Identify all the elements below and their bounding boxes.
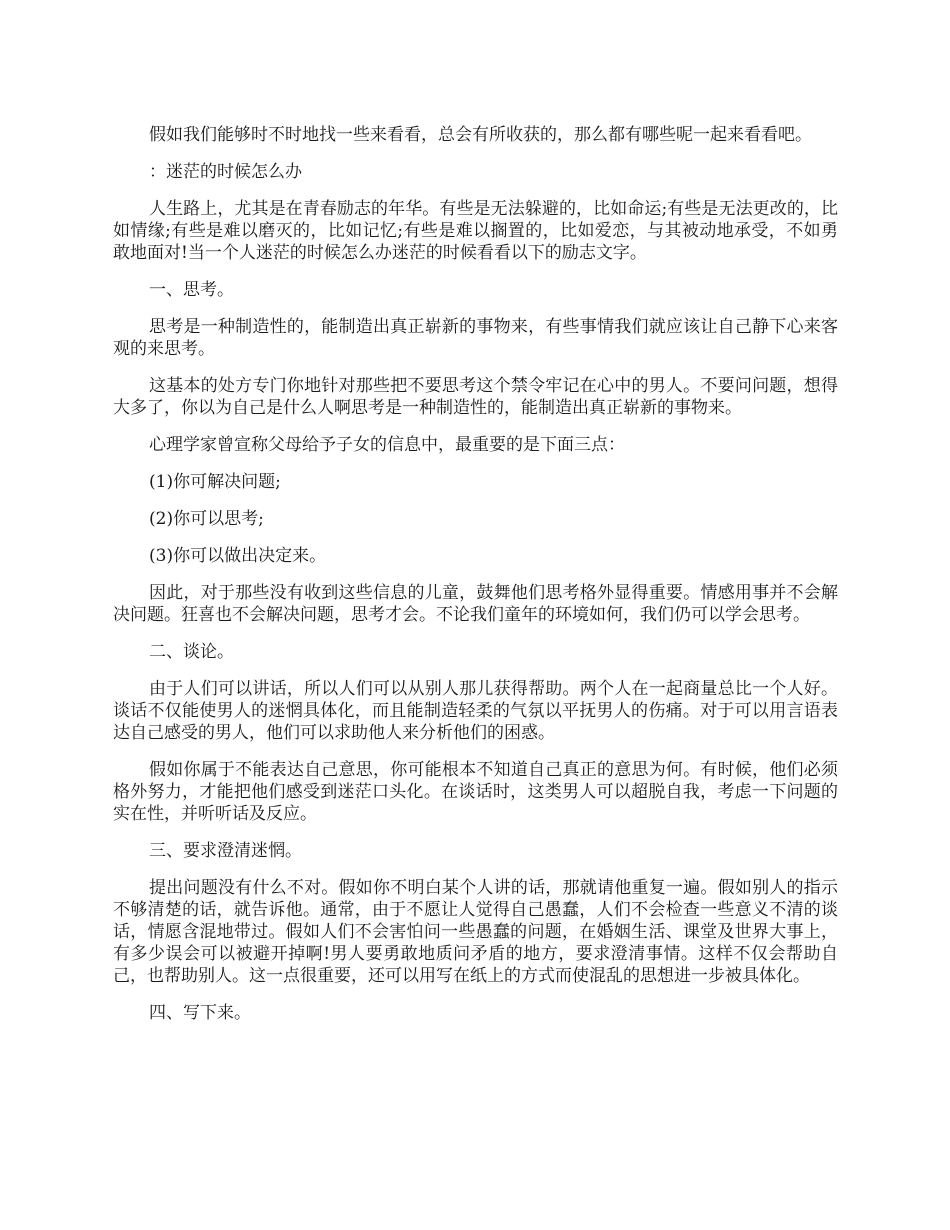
body-paragraph: 心理学家曾宣称父母给予子女的信息中，最重要的是下面三点： [149, 435, 625, 455]
body-paragraph: 由于人们可以讲话，所以人们可以从别人那儿获得帮助。两个人在一起商量总比一个人好。谈话不仅能使男人的迷惘具体化，而且能制造轻柔的气氛以平抚男人的伤痛。对于可以用言语表达自己感受的男人，他们可以求助他人来分析他们的困惑。 [113, 679, 838, 743]
section-heading-talk: 二、谈论。 [149, 642, 234, 662]
list-item: (3)你可以做出决定来。 [149, 546, 327, 566]
intro-paragraph: 假如我们能够时不时地找一些来看看，总会有所收获的，那么都有哪些呢一起来看看吧。 [149, 125, 812, 145]
list-item: (1)你可解决问题; [149, 472, 281, 492]
body-paragraph: 思考是一种制造性的，能制造出真正崭新的事物来，有些事情我们就应该让自己静下心来客观的来思考。 [113, 317, 838, 359]
section-heading-clarify: 三、要求澄清迷惘。 [149, 841, 302, 861]
body-paragraph: 因此，对于那些没有收到这些信息的儿童，鼓舞他们思考格外显得重要。情感用事并不会解决问题。狂喜也不会解决问题，思考才会。不论我们童年的环境如何，我们仍可以学会思考。 [113, 583, 838, 625]
document-body [113, 124, 838, 1039]
section-title: ：迷茫的时候怎么办 [149, 162, 302, 182]
section-heading-write: 四、写下来。 [149, 1003, 251, 1023]
body-paragraph: 提出问题没有什么不对。假如你不明白某个人讲的话，那就请他重复一遍。假如别人的指示不够清楚的话，就告诉他。通常，由于不愿让人觉得自己愚蠢，人们不会检查一些意义不清的谈话，情愿含混地带过。假如人们不会害怕问一些愚蠢的问题，在婚姻生活、课堂及世界大事上，有多少误会可以被避开掉啊!男人要勇敢地质问矛盾的地方，要求澄清事情。这样不仅会帮助自己，也帮助别人。这一点很重要，还可以用写在纸上的方式而使混乱的思想进一步被具体化。 [113, 878, 838, 986]
body-paragraph: 人生路上，尤其是在青春励志的年华。有些是无法躲避的，比如命运;有些是无法更改的，比如情缘;有些是难以磨灭的，比如记忆;有些是难以搁置的，比如爱恋，与其被动地承受，不如勇敢地面对!当一个人迷茫的时候怎么办迷茫的时候看看以下的励志文字。 [113, 199, 838, 263]
body-paragraph: 假如你属于不能表达自己意思，你可能根本不知道自己真正的意思为何。有时候，他们必须格外努力，才能把他们感受到迷茫口头化。在谈话时，这类男人可以超脱自我，考虑一下问题的实在性，并听听话及反应。 [113, 760, 838, 824]
list-item: (2)你可以思考; [149, 509, 264, 529]
section-heading-think: 一、思考。 [149, 280, 234, 300]
body-paragraph: 这基本的处方专门你地针对那些把不要思考这个禁令牢记在心中的男人。不要问问题，想得大多了，你以为自己是什么人啊思考是一种制造性的，能制造出真正崭新的事物来。 [113, 376, 838, 418]
